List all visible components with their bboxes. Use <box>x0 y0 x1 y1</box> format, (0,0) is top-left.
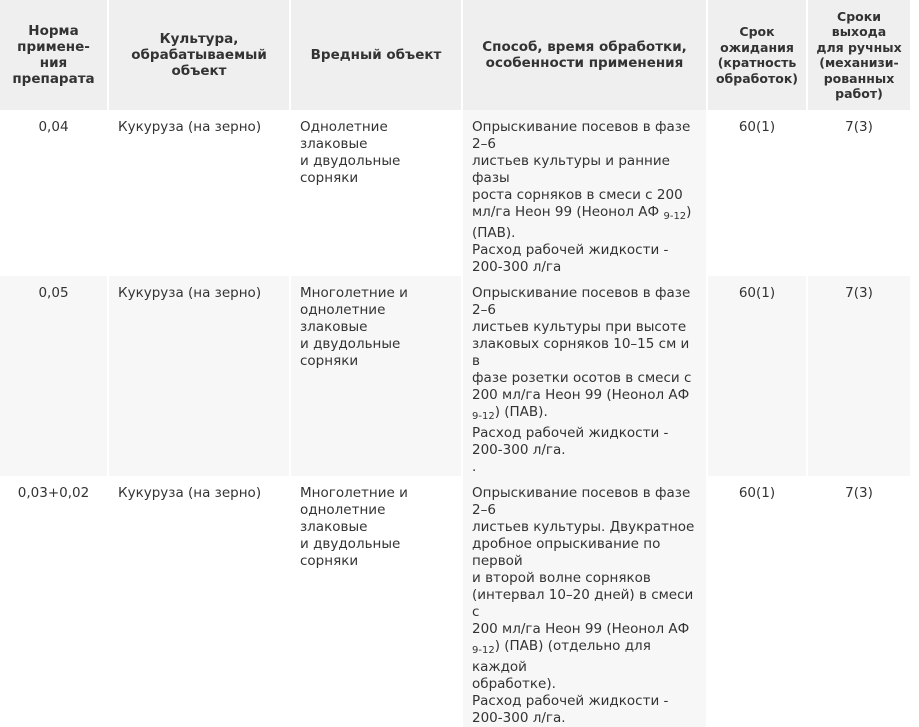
cell-rate: 0,04 <box>0 110 108 276</box>
cell-wait: 60(1) <box>707 110 807 276</box>
cell-wait: 60(1) <box>707 476 807 727</box>
table-row <box>0 476 910 727</box>
cell-pest: Многолетние и однолетние злаковые и двудольные сорняки <box>290 476 462 727</box>
subscript: 9-12 <box>663 211 687 222</box>
cell-exit: 7(3) <box>807 110 910 276</box>
subscript: 9-12 <box>472 645 495 656</box>
header-method: Способ, время обработки, особенности применения <box>462 0 707 110</box>
cell-crop: Кукуруза (на зерно) <box>108 476 290 727</box>
table-header <box>0 0 910 110</box>
cell-pest: Многолетние и однолетние злаковые и двудольные сорняки <box>290 276 462 476</box>
header-crop: Культура, обрабатываемый объект <box>108 0 290 110</box>
cell-exit: 7(3) <box>807 476 910 727</box>
cell-crop: Кукуруза (на зерно) <box>108 276 290 476</box>
header-pest: Вредный объект <box>290 0 462 110</box>
header-rate: Норма примене- ния препарата <box>0 0 108 110</box>
subscript: 9-12 <box>472 411 495 422</box>
header-wait: Срок ожидания (кратность обработок) <box>707 0 807 110</box>
cell-method: Опрыскивание посевов в фазе 2–6 листьев культуры и ранние фазы роста сорняков в смеси с 200 мл/га Неон 99 (Неонол АФ $_{9-12}$) (ПАВ). Расход рабочей жидкости - 200-300 л/га <box>462 110 707 276</box>
cell-method: Опрыскивание посевов в фазе 2–6 листьев культуры при высоте злаковых сорняков 10–15 см и в фазе розетки осотов в смеси с 200 мл/га Неон 99 (Неонол АФ $_{9-12}$) (ПАВ). Расход рабочей жидкости - 200-300 л/га. . <box>462 276 707 476</box>
header-row <box>0 0 910 110</box>
table-body <box>0 110 910 727</box>
cell-pest: Однолетние злаковые и двудольные сорняки <box>290 110 462 276</box>
table-row <box>0 110 910 276</box>
cell-exit: 7(3) <box>807 276 910 476</box>
cell-rate: 0,05 <box>0 276 108 476</box>
cell-method: Опрыскивание посевов в фазе 2–6 листьев культуры. Двукратное дробное опрыскивание по первой и второй волне сорняков (интервал 10–20 дней) в смеси с 200 мл/га Неон 99 (Неонол АФ $_{9-12}$) (ПАВ) (отдельно для каждой обработке). Расход рабочей жидкости - 200-300 л/га. <box>462 476 707 727</box>
header-exit: Сроки выхода для ручных (механизи- рованных работ) <box>807 0 910 110</box>
cell-crop: Кукуруза (на зерно) <box>108 110 290 276</box>
table-row <box>0 276 910 476</box>
cell-wait: 60(1) <box>707 276 807 476</box>
cell-rate: 0,03+0,02 <box>0 476 108 727</box>
